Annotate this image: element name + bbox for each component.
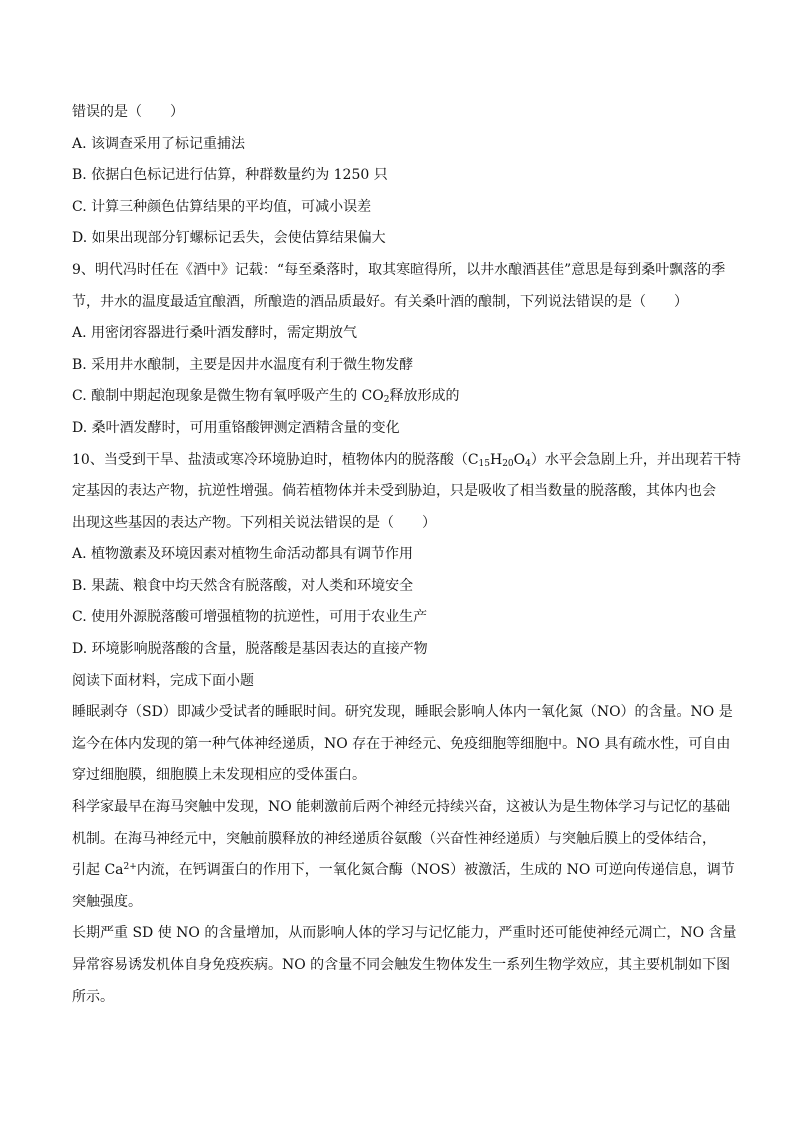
question-10-line-3: 出现这些基因的表达产物。下列相关说法错误的是（ ）: [72, 515, 436, 531]
passage-p2-line-2: 机制。在海马神经元中，突触前膜释放的神经递质谷氨酸（兴奋性神经递质）与突触后膜上的受体结合，: [72, 831, 716, 847]
option-10c: C. 使用外源脱落酸可增强植物的抗逆性，可用于农业生产: [72, 609, 428, 625]
passage-p2-line-3: 引起 $Ca^{2+}$内流，在钙调蛋白的作用下，一氧化氮合酶（NOS）被激活，生成的 NO 可逆向传递信息，调节: [72, 862, 735, 878]
option-9a: A. 用密闭容器进行桑叶酒发酵时，需定期放气: [72, 325, 358, 341]
passage-p3-line-2: 异常容易诱发机体自身免疫疾病。NO 的含量不同会触发生物体发生一系列生物学效应，其主要机制如下图: [72, 957, 731, 973]
option-8c: C. 计算三种颜色估算结果的平均值，可减小误差: [72, 199, 372, 215]
option-10b: B. 果蔬、粮食中均天然含有脱落酸，对人类和环境安全: [72, 578, 414, 594]
passage-p3-line-1: 长期严重 SD 使 NO 的含量增加，从而影响人体的学习与记忆能力，严重时还可能使神经元凋亡，NO 含量: [72, 925, 737, 941]
option-8b: B. 依据白色标记进行估算，种群数量约为 1250 只: [72, 167, 388, 183]
option-9b: B. 采用井水酿制，主要是因井水温度有利于微生物发酵: [72, 357, 414, 373]
passage-p1-line-2: 迄今在体内发现的第一种气体神经递质，NO 存在于神经元、免疫细胞等细胞中。NO 具有疏水性，可自由: [72, 736, 731, 752]
reading-instruction: 阅读下面材料，完成下面小题: [72, 673, 254, 689]
option-8d: D. 如果出现部分钉螺标记丢失，会使估算结果偏大: [72, 230, 386, 246]
question-8-stem-end: 错误的是（ ）: [72, 104, 184, 120]
question-10-line-1: 10、当受到干旱、盐渍或寒冷环境胁迫时，植物体内的脱落酸$(C_{15}H_{20}O_4)$水平会急剧上升，并出现若干特: [72, 452, 741, 469]
option-9c: C. 酿制中期起泡现象是微生物有氧呼吸产生的 $CO_2$释放形成的: [72, 388, 460, 405]
passage-p2-line-1: 科学家最早在海马突触中发现，NO 能刺激前后两个神经元持续兴奋，这被认为是生物体学习与记忆的基础: [72, 799, 731, 815]
option-10a: A. 植物激素及环境因素对植物生命活动都具有调节作用: [72, 546, 414, 562]
passage-p2-line-4: 突触强度。: [72, 894, 142, 910]
question-9-line-2: 节，井水的温度最适宜酿酒，所酿造的酒品质最好。有关桑叶酒的酿制，下列说法错误的是（ ）: [72, 294, 688, 310]
option-9d: D. 桑叶酒发酵时，可用重铬酸钾测定酒精含量的变化: [72, 420, 400, 436]
passage-p1-line-1: 睡眠剥夺（SD）即减少受试者的睡眠时间。研究发现，睡眠会影响人体内一氧化氮（NO）的含量。NO 是: [72, 704, 733, 720]
passage-p3-line-3: 所示。: [72, 989, 114, 1005]
option-10d: D. 环境影响脱落酸的含量，脱落酸是基因表达的直接产物: [72, 641, 428, 657]
question-9-line-1: 9、明代冯时任在《酒中》记载：“每至桑落时，取其寒暄得所，以井水酿酒甚佳”意思是每到桑叶飘落的季: [72, 262, 726, 278]
question-10-line-2: 定基因的表达产物，抗逆性增强。倘若植物体并未受到胁迫，只是吸收了相当数量的脱落酸，其体内也会: [72, 483, 716, 499]
option-8a: A. 该调查采用了标记重捕法: [72, 136, 246, 152]
passage-p1-line-3: 穿过细胞膜，细胞膜上未发现相应的受体蛋白。: [72, 767, 366, 783]
